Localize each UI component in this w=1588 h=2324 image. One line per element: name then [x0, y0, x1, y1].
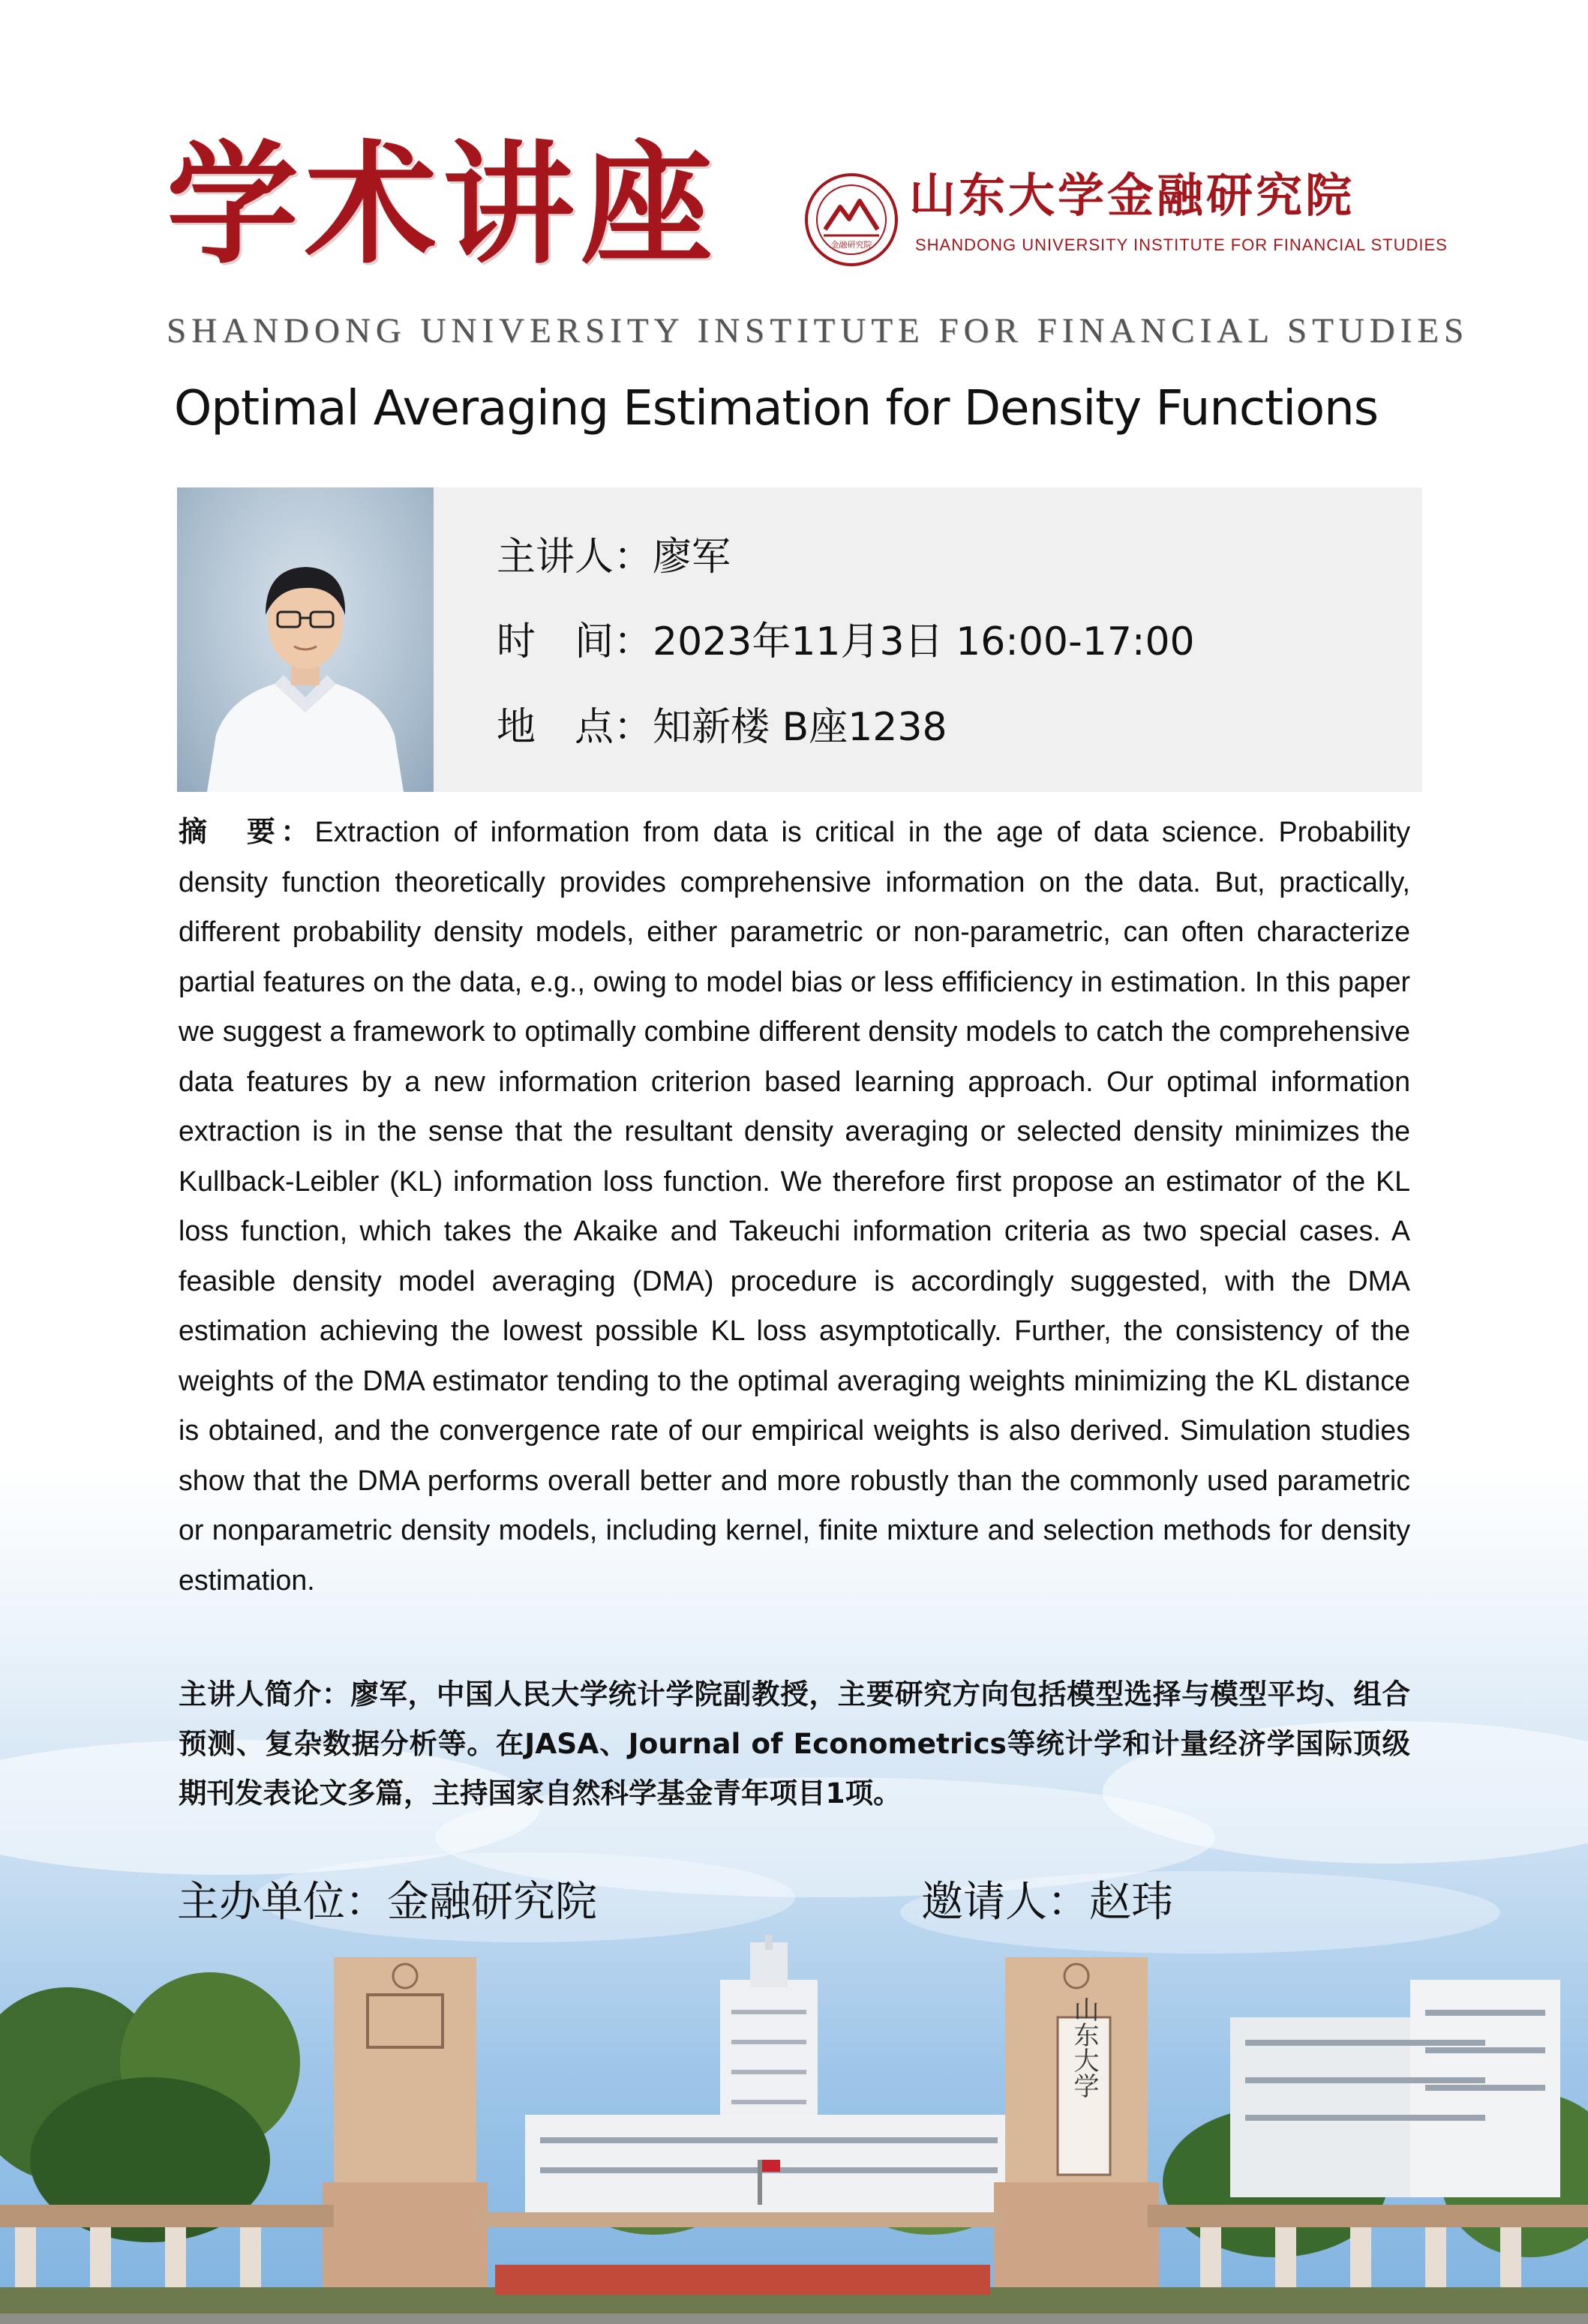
speaker-row	[497, 525, 731, 581]
institute-name-en-small: SHANDONG UNIVERSITY INSTITUTE FOR FINANCIAL STUDIES	[915, 235, 1448, 254]
time-row	[497, 610, 1195, 666]
host-label: 主办单位：	[177, 1878, 387, 1927]
host-unit	[177, 1869, 597, 1929]
institute-name-en-large: SHANDONG UNIVERSITY INSTITUTE FOR FINANCIAL STUDIES	[167, 311, 1469, 350]
speaker-bio: 主讲人简介：廖军，中国人民大学统计学院副教授，主要研究方向包括模型选择与模型平均、组合预测、复杂数据分析等。在JASA、Journal of Econometrics等统计学和计量经济学国际顶级期刊发表论文多篇，主持国家自然科学基金青年项目1项。	[179, 1678, 1410, 1810]
banner-title: 学术讲座	[167, 127, 719, 282]
logo-seal-text: 金融研究院	[830, 240, 872, 250]
place-row	[497, 695, 947, 751]
speaker-photo	[177, 487, 434, 792]
speaker-name: 廖军	[653, 535, 731, 580]
abstract	[179, 807, 1410, 1605]
place-value: 知新楼 B座1238	[653, 705, 947, 750]
talk-title: Optimal Averaging Estimation for Density Functions	[174, 381, 1379, 436]
speaker-label: 主讲人：	[497, 535, 653, 580]
speaker-info-box	[177, 487, 1422, 792]
host-value: 金融研究院	[387, 1878, 597, 1927]
inviter-label: 邀请人：	[921, 1878, 1089, 1927]
abstract-text: Extraction of information from data is critical in the age of data science. Probability density function theoretically provides comprehensive information on the data. But, practically, different probability density models, either parametric or non-parametric, can often characterize partial features on the data, e.g., owing to model bias or less effificiency in estimation. In this paper we suggest a framework to optimally combine different density models to catch the comprehensive data features by a new information criterion based learning approach. Our optimal information extraction is in the sense that the resultant density averaging or selected density minimizes the Kullback-Leibler (KL) information loss function. We therefore first propose an estimator of the KL loss function, which takes the Akaike and Takeuchi information criteria as two special cases. A feasible density model averaging (DMA) procedure is accordingly suggested, with the DMA estimation achieving the lowest possible KL loss asymptotically. Further, the consistency of the weights of the DMA estimator tending to the optimal averaging weights minimizing the KL distance is obtained, and the convergence rate of our empirical weights is also derived. Simulation studies show that the DMA performs overall better and more robustly than the commonly used parametric or nonparametric density models, including kernel, finite mixture and selection methods for density estimation.	[179, 816, 1410, 1596]
institute-logo	[803, 171, 900, 268]
campus-gate-illustration	[0, 1935, 1588, 2324]
institute-name-cn: 山东大学金融研究院	[909, 168, 1355, 223]
place-label: 地 点：	[497, 705, 653, 750]
time-value: 2023年11月3日 16:00-17:00	[653, 619, 1195, 664]
gate-sign: 山东大学	[1069, 1996, 1099, 2098]
abstract-label: 摘 要：	[179, 815, 315, 848]
inviter	[921, 1869, 1173, 1929]
time-label: 时 间：	[497, 619, 653, 664]
inviter-value: 赵玮	[1089, 1878, 1173, 1927]
